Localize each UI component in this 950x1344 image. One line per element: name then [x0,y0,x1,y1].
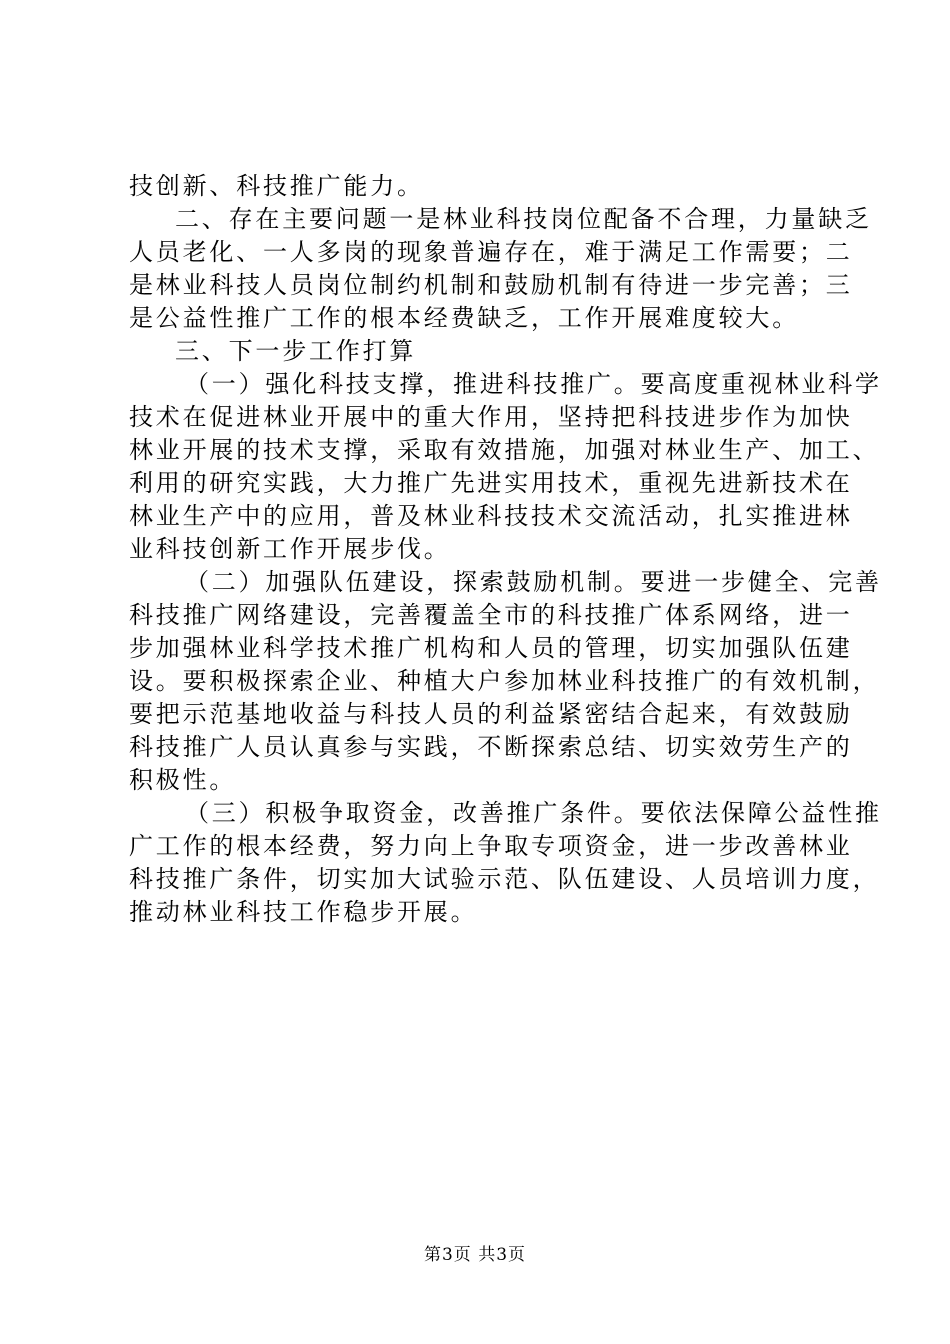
section-heading-next-steps: 三、下一步工作打算 [175,337,417,365]
document-body [129,170,882,929]
text-line: 林业生产中的应用，普及林业科技技术交流活动，扎实推进林 [129,502,853,530]
text-line: 设。要积极探索企业、种植大户参加林业科技推广的有效机制， [129,667,880,695]
text-line: 积极性。 [129,766,237,794]
text-line: 科技推广条件，切实加大试验示范、队伍建设、人员培训力度， [129,865,880,893]
page-footer: 第3页 共3页 [423,1245,527,1265]
text-line: 技创新、科技推广能力。 [129,172,424,200]
text-line: 科技推广人员认真参与实践，不断探索总结、切实效劳生产的 [129,733,853,761]
text-line: 步加强林业科学技术推广机构和人员的管理，切实加强队伍建 [129,634,853,662]
subsection-heading-3: （三）积极争取资金，改善推广条件。要依法保障公益性推 [185,799,882,827]
text-line: 科技推广网络建设，完善覆盖全市的科技推广体系网络，进一 [129,601,853,629]
text-line: 林业开展的技术支撑，采取有效措施，加强对林业生产、加工、 [129,436,880,464]
text-line: 广工作的根本经费，努力向上争取专项资金，进一步改善林业 [129,832,853,860]
text-line: 是林业科技人员岗位制约机制和鼓励机制有待进一步完善；三 [129,271,853,299]
text-line: 业科技创新工作开展步伐。 [129,535,451,563]
text-line: 是公益性推广工作的根本经费缺乏，工作开展难度较大。 [129,304,799,332]
text-line: 人员老化、一人多岗的现象普遍存在，难于满足工作需要；二 [129,238,853,266]
text-line: 技术在促进林业开展中的重大作用，坚持把科技进步作为加快 [129,403,853,431]
subsection-heading-1: （一）强化科技支撑，推进科技推广。要高度重视林业科学 [185,370,882,398]
text-line: 利用的研究实践，大力推广先进实用技术，重视先进新技术在 [129,469,853,497]
subsection-heading-2: （二）加强队伍建设，探索鼓励机制。要进一步健全、完善 [185,568,882,596]
text-line: 要把示范基地收益与科技人员的利益紧密结合起来，有效鼓励 [129,700,853,728]
text-line: 推动林业科技工作稳步开展。 [129,898,478,926]
section-heading-problems: 二、存在主要问题一是林业科技岗位配备不合理，力量缺乏 [175,205,872,233]
